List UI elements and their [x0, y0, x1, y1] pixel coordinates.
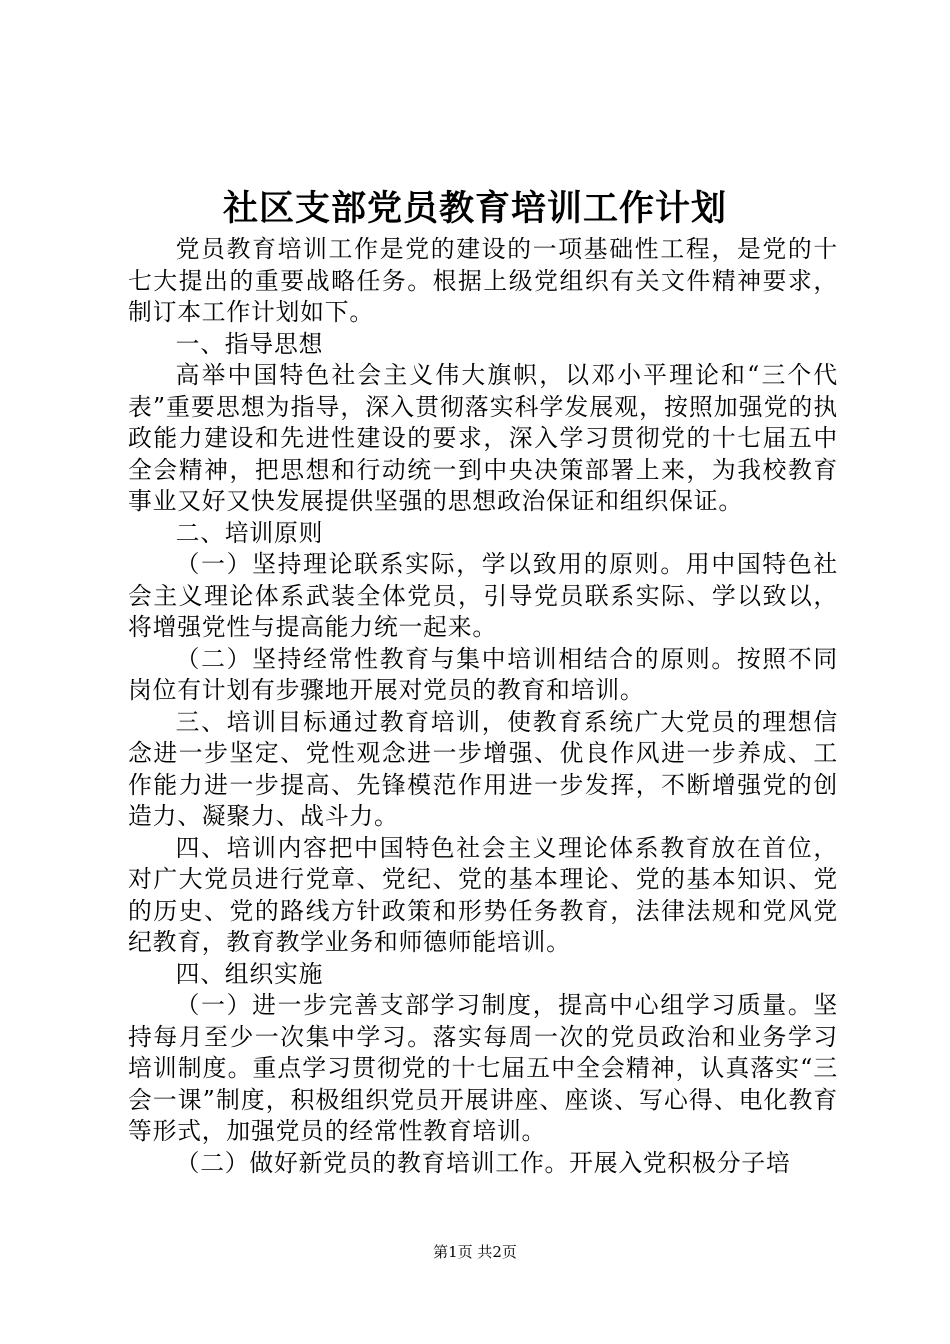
principle-one-paragraph: （一）坚持理论联系实际，学以致用的原则。用中国特色社会主义理论体系武装全体党员，引导党员联系实际、学以致以，将增强党性与提高能力统一起来。	[128, 550, 838, 641]
page-number-footer: 第1页 共2页	[433, 1243, 517, 1261]
document-body	[128, 234, 838, 1179]
training-goals-paragraph: 三、培训目标通过教育培训，使教育系统广大党员的理想信念进一步坚定、党性观念进一步增强、优良作风进一步养成、工作能力进一步提高、先锋模范作用进一步发挥，不断增强党的创造力、凝聚力、战斗力。	[128, 707, 838, 830]
intro-paragraph: 党员教育培训工作是党的建设的一项基础性工程，是党的十七大提出的重要战略任务。根据上级党组织有关文件精神要求，制订本工作计划如下。	[128, 235, 838, 326]
section-heading-implementation: 四、组织实施	[175, 959, 324, 988]
implementation-two-paragraph: （二）做好新党员的教育培训工作。开展入党积极分子培	[175, 1148, 791, 1177]
guiding-thought-paragraph: 高举中国特色社会主义伟大旗帜，以邓小平理论和“三个代表”重要思想为指导，深入贯彻落实科学发展观，按照加强党的执政能力建设和先进性建设的要求，深入学习贯彻党的十七届五中全会精神，把思想和行动统一到中央决策部署上来，为我校教育事业又好又快发展提供坚强的思想政治保证和组织保证。	[128, 361, 838, 515]
implementation-one-paragraph: （一）进一步完善支部学习制度，提高中心组学习质量。坚持每月至少一次集中学习。落实每周一次的党员政治和业务学习培训制度。重点学习贯彻党的十七届五中全会精神，认真落实“三会一课”制度，积极组织党员开展讲座、座谈、写心得、电化教育等形式，加强党员的经常性教育培训。	[128, 991, 838, 1145]
training-content-paragraph: 四、培训内容把中国特色社会主义理论体系教育放在首位，对广大党员进行党章、党纪、党的基本理论、党的基本知识、党的历史、党的路线方针政策和形势任务教育，法律法规和党风党纪教育，教育教学业务和师德师能培训。	[128, 833, 838, 956]
principle-two-paragraph: （二）坚持经常性教育与集中培训相结合的原则。按照不同岗位有计划有步骤地开展对党员的教育和培训。	[128, 644, 838, 704]
section-heading-training-principles: 二、培训原则	[175, 518, 324, 547]
document-title: 社区支部党员教育培训工作计划	[222, 188, 727, 229]
section-heading-guiding-thought: 一、指导思想	[175, 329, 324, 358]
